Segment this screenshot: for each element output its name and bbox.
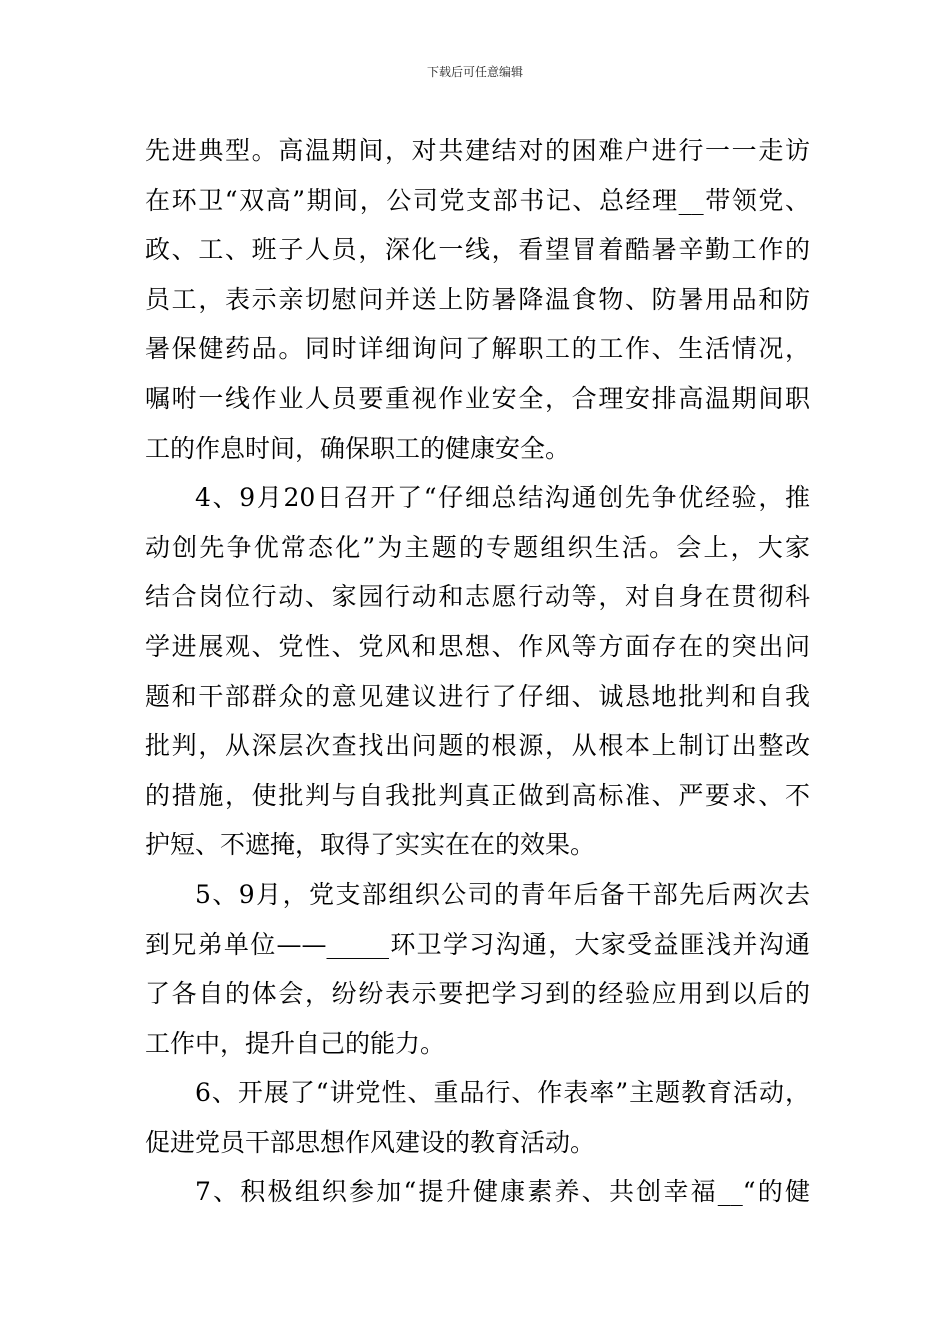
text-line: 工的作息时间，确保职工的健康安全。 (145, 433, 571, 463)
text-line: 动创先争优常态化”为主题的专题组织生活。会上，大家 (145, 532, 810, 562)
document-body (145, 126, 810, 1217)
page-header: 下载后可任意编辑 (426, 65, 523, 79)
text-line: 了各自的体会，纷纷表示要把学习到的经验应用到以后的 (145, 979, 810, 1009)
text-line: 先进典型。高温期间，对共建结对的困难户进行一一走访 (145, 136, 810, 165)
text-line: 6、开展了“讲党性、重品行、作表率”主题教育活动， (195, 1078, 810, 1108)
text-line: 护短、不遮掩，取得了实实在在的效果。 (145, 830, 596, 860)
text-line: 5、9月，党支部组织公司的青年后备干部先后两次去 (195, 879, 810, 909)
text-line: 员工，表示亲切慰问并送上防暑降温食物、防暑用品和防 (145, 284, 810, 314)
text-line: 结合岗位行动、家园行动和志愿行动等，对自身在贯彻科 (145, 582, 810, 612)
text-line: 学进展观、党性、党风和思想、作风等方面存在的突出问 (145, 631, 810, 661)
text-line: 政、工、班子人员，深化一线，看望冒着酷暑辛勤工作的 (145, 235, 810, 265)
text-line: 嘱咐一线作业人员要重视作业安全，合理安排高温期间职 (145, 383, 810, 413)
text-line: 7、积极组织参加“提升健康素养、共创幸福__“的健 (195, 1177, 810, 1207)
text-line: 批判，从深层次查找出问题的根源，从根本上制订出整改 (145, 731, 810, 761)
text-line: 在环卫“双高”期间，公司党支部书记、总经理__带领党、 (145, 185, 810, 215)
text-line: 暑保健药品。同时详细询问了解职工的工作、生活情况， (145, 334, 810, 364)
text-line: 题和干部群众的意见建议进行了仔细、诚恳地批判和自我 (145, 681, 810, 711)
text-line: 到兄弟单位——_____环卫学习沟通，大家受益匪浅并沟通 (145, 929, 810, 959)
text-line: 促进党员干部思想作风建设的教育活动。 (145, 1127, 596, 1157)
text-line: 4、9月20日召开了“仔细总结沟通创先争优经验，推 (195, 483, 810, 513)
text-line: 的措施，使批判与自我批判真正做到高标准、严要求、不 (145, 780, 810, 810)
text-line: 工作中，提升自己的能力。 (145, 1028, 446, 1058)
